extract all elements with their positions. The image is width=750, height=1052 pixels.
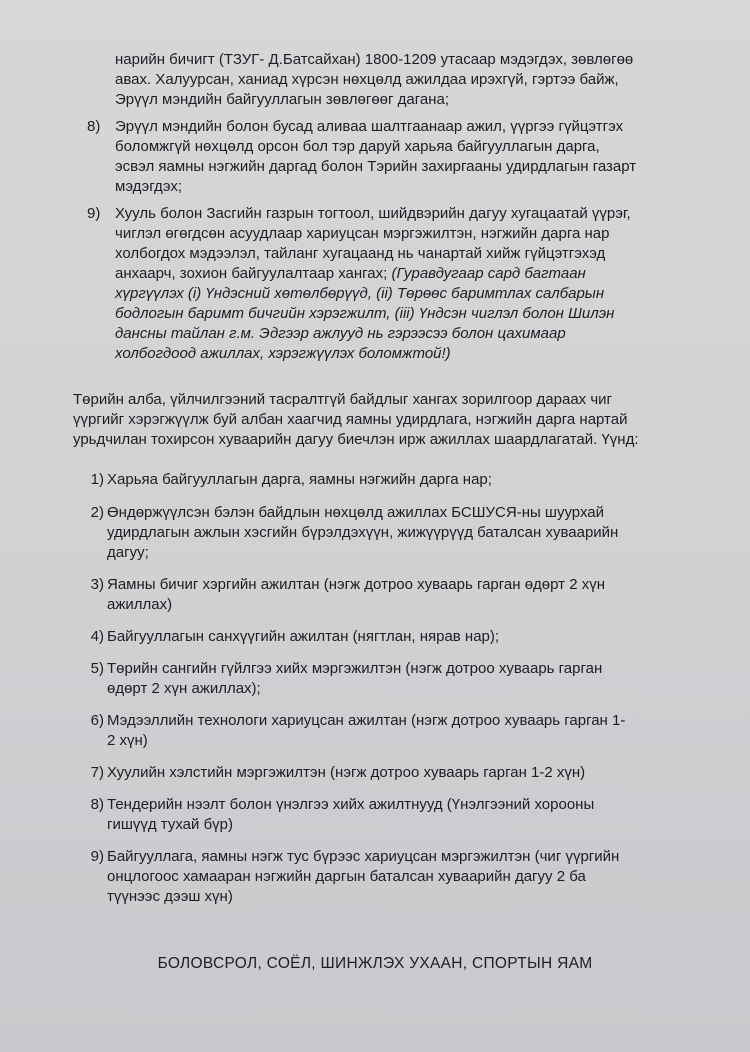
text-line: нарийн бичигт (ТЗУГ- Д.Батсайхан) 1800-1209 утасаар мэдэгдэх, зөвлөгөө xyxy=(115,51,634,68)
list-item xyxy=(86,470,686,490)
italic-line: дансны тайлан г.м. Эдгээр ажлууд нь гэрээсээ болон цахимаар xyxy=(115,325,566,342)
list-item-text xyxy=(107,763,686,783)
list-item-number: 7) xyxy=(90,764,104,781)
list-item-number: 6) xyxy=(90,712,104,729)
list-item-text xyxy=(107,795,686,835)
item-number: 9) xyxy=(87,205,101,222)
list-item-number: 2) xyxy=(90,504,104,521)
staff-list xyxy=(86,470,686,919)
text-line: урьдчилан тохирсон хуваарийн дагуу биечлэн ирж ажиллах шаардлагатай. Үүнд: xyxy=(73,431,639,448)
text-line: Харьяа байгууллагын дарга, яамны нэгжийн дарга нар; xyxy=(107,471,492,488)
text-line xyxy=(115,264,685,284)
text-line: Мэдээллийн технологи хариуцсан ажилтан (нэгж дотроо хуваарь гарган 1- xyxy=(107,712,626,729)
list-item-number: 9) xyxy=(90,848,104,865)
list-item-text xyxy=(107,503,686,563)
italic-line: бодлогын баримт бичгийн хэрэгжилт, (iii) Үндсэн чиглэл болон Шилэн xyxy=(115,305,615,322)
list-item xyxy=(86,711,686,751)
text-line: Байгууллагын санхүүгийн ажилтан (нягтлан, нярав нар); xyxy=(107,628,500,645)
list-item xyxy=(86,763,686,783)
numbered-section xyxy=(87,50,685,371)
text-line: үүргийг хэрэгжүүлж буй албан хаагчид яамны удирдлага, нэгжийн дарга нартай xyxy=(73,411,628,428)
list-item-number: 8) xyxy=(90,796,104,813)
text-line: чиглэл өгөгдсөн асуудлаар хариуцсан мэргэжилтэн, нэгжийн дарга нар xyxy=(115,225,610,242)
list-item xyxy=(86,847,686,907)
list-item-text xyxy=(107,711,686,751)
text-line: Төрийн сангийн гүйлгээ хийх мэргэжилтэн (нэгж дотроо хуваарь гарган xyxy=(107,660,603,677)
continuation-paragraph xyxy=(115,50,685,110)
text-line: Өндөржүүлсэн бэлэн байдлын нөхцөлд ажиллах БСШУСЯ-ны шуурхай xyxy=(107,504,605,521)
text-line: дагуу; xyxy=(107,544,149,561)
text-line: түүнээс дээш хүн) xyxy=(107,888,233,905)
text-line: Эрүүл мэндийн болон бусад аливаа шалтгаанаар ажил, үүргээ гүйцэтгэх xyxy=(115,118,624,135)
text-line: онцлогоос хамааран нэгжийн даргын баталсан хуваарийн дагуу 2 ба xyxy=(107,868,586,885)
list-item xyxy=(86,795,686,835)
text-line: 2 хүн) xyxy=(107,732,148,749)
list-item-text xyxy=(107,659,686,699)
text-line: Төрийн алба, үйлчилгээний тасралтгүй байдлыг хангах зорилгоор дараах чиг xyxy=(73,391,612,408)
italic-line: хүргүүлэх (i) Үндэсний хөтөлбөрүүд, (ii) Төрөөс баримтлах салбарын xyxy=(115,285,605,302)
list-item-number: 3) xyxy=(90,576,104,593)
item-number: 8) xyxy=(87,118,101,135)
list-item-text xyxy=(107,847,686,907)
list-item-text xyxy=(107,470,686,490)
text-line: ажиллах) xyxy=(107,596,173,613)
list-item-number: 5) xyxy=(90,660,104,677)
list-item-text xyxy=(107,575,686,615)
list-item xyxy=(86,627,686,647)
text-span: анхаарч, зохион байгуулалтаар хангах; xyxy=(115,265,388,282)
list-item xyxy=(86,659,686,699)
text-line: өдөрт 2 хүн ажиллах); xyxy=(107,680,261,697)
list-item-number: 4) xyxy=(90,628,104,645)
item-8 xyxy=(87,117,685,197)
item-9 xyxy=(87,204,685,364)
italic-note: (Гуравдугаар сард багтаан xyxy=(391,265,586,282)
list-item xyxy=(86,575,686,615)
text-line: Хууль болон Засгийн газрын тогтоол, шийдвэрийн дагуу хугацаатай үүрэг, xyxy=(115,205,631,222)
text-line: холбогдох мэдээлэл, тайланг хугацаанд нь чанартай хийж гүйцэтгэхэд xyxy=(115,245,606,262)
intro-paragraph xyxy=(73,390,685,450)
text-line: эсвэл яамны нэгжийн даргад болон Тэрийн захиргааны удирдлагын газарт xyxy=(115,158,637,175)
text-line: Хуулийн хэлстийн мэргэжилтэн (нэгж дотроо хуваарь гарган 1-2 хүн) xyxy=(107,764,586,781)
list-item-number: 1) xyxy=(90,471,104,488)
text-line: удирдлагын ажлын хэсгийн бүрэлдэхүүн, жижүүрүүд баталсан хуваарийн xyxy=(107,524,619,541)
text-line: Яамны бичиг хэргийн ажилтан (нэгж дотроо хуваарь гарган өдөрт 2 хүн xyxy=(107,576,605,593)
text-line: Байгууллага, яамны нэгж тус бүрээс хариуцсан мэргэжилтэн (чиг үүргийн xyxy=(107,848,620,865)
list-item-text xyxy=(107,627,686,647)
text-line: Тендерийн нээлт болон үнэлгээ хийх ажилтнууд (Үнэлгээний хорооны xyxy=(107,796,595,813)
italic-line: холбогдоод ажиллах, хэрэгжүүлэх боломжтой!) xyxy=(115,345,451,362)
ministry-footer: БОЛОВСРОЛ, СОЁЛ, ШИНЖЛЭХ УХААН, СПОРТЫН ЯАМ xyxy=(157,955,593,972)
text-line: авах. Халуурсан, ханиад хүрсэн нөхцөлд ажилдаа ирэхгүй, гэртээ байж, xyxy=(115,71,619,88)
list-item xyxy=(86,503,686,563)
text-line: боломжгүй нөхцөлд орсон бол тэр даруй харьяа байгууллагын дарга, xyxy=(115,138,600,155)
text-line: гишүүд тухай бүр) xyxy=(107,816,233,833)
text-line: мэдэгдэх; xyxy=(115,178,183,195)
text-line: Эрүүл мэндийн байгууллагын зөвлөгөөг дагана; xyxy=(115,91,450,108)
